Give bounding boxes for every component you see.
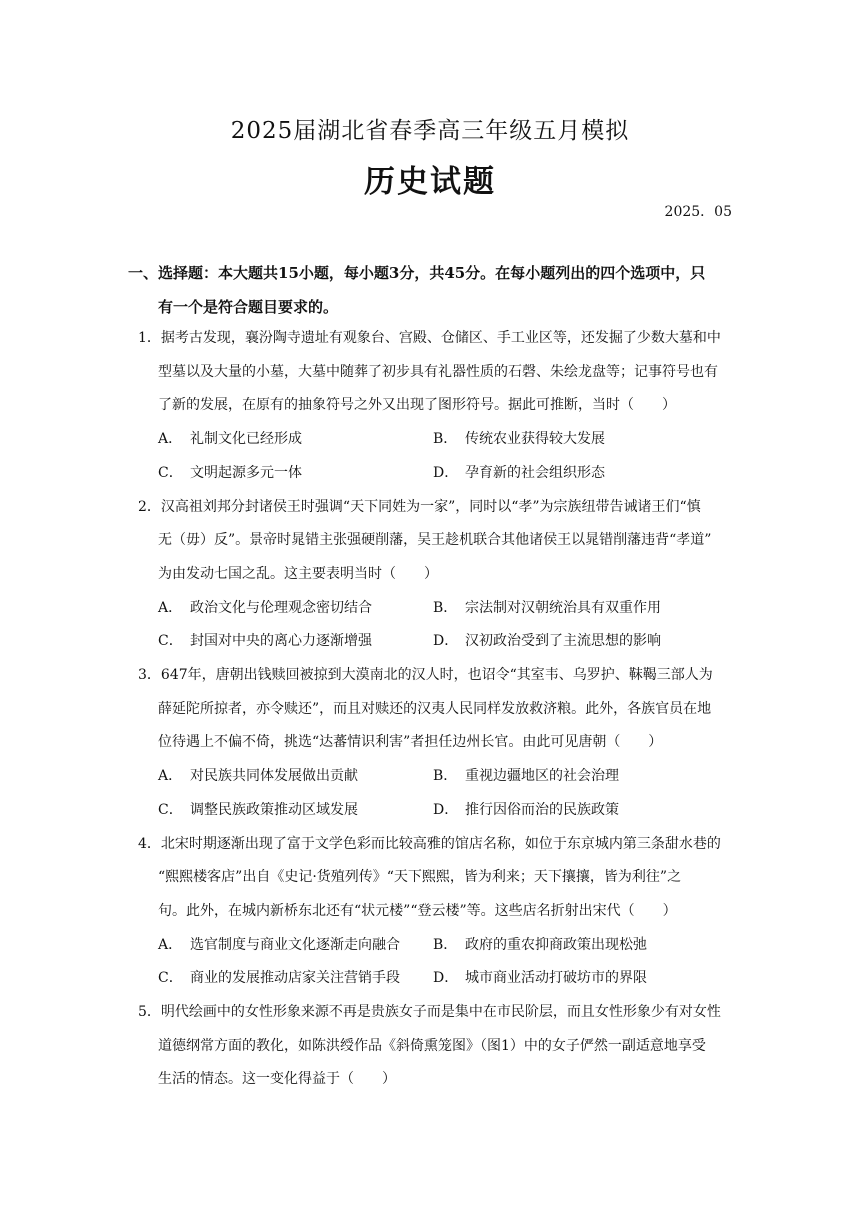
question-list	[138, 322, 738, 1097]
question-stem-line: 生活的情态。这一变化得益于（ ）	[158, 1071, 396, 1088]
option-label: C．	[158, 801, 183, 818]
option-text: 调整民族政策推动区域发展	[190, 801, 358, 818]
question-stem-line: 1．据考古发现，襄汾陶寺遗址有观象台、宫殿、仓储区、手工业区等，还发掘了少数大墓和中	[138, 330, 721, 346]
section-heading	[128, 256, 738, 324]
option-group	[138, 423, 738, 490]
answer-option	[433, 929, 708, 963]
option-group	[138, 592, 738, 659]
section-heading-line2: 有一个是符合题目要求的。	[158, 298, 339, 316]
question-stem-line: 薛延陀所掠者，亦令赎还”，而且对赎还的汉夷人民同样发放救济粮。此外，各族官员在地	[158, 700, 712, 717]
answer-option	[158, 592, 433, 626]
option-text: 政治文化与伦理观念密切结合	[190, 599, 372, 616]
option-text: 推行因俗而治的民族政策	[465, 801, 619, 818]
question	[138, 491, 738, 660]
answer-option	[158, 962, 433, 996]
option-group	[138, 929, 738, 996]
option-label: D．	[433, 970, 459, 987]
option-text: 文明起源多元一体	[190, 464, 302, 481]
option-label: B．	[433, 599, 458, 616]
option-text: 选官制度与商业文化逐渐走向融合	[190, 936, 400, 953]
question	[138, 828, 738, 997]
answer-option	[433, 592, 708, 626]
subject-title: 历史试题	[364, 164, 496, 200]
answer-option	[433, 760, 708, 794]
option-label: D．	[433, 633, 459, 650]
answer-option	[433, 794, 708, 828]
option-text: 礼制文化已经形成	[190, 431, 302, 448]
answer-option	[433, 962, 708, 996]
question-stem-line: 2．汉高祖刘邦分封诸侯王时强调“天下同姓为一家”，同时以“孝”为宗族纽带告诫诸王们“慎	[138, 498, 701, 515]
option-text: 重视边疆地区的社会治理	[465, 768, 619, 785]
question-stem-line: 5．明代绘画中的女性形象来源不再是贵族女子而是集中在市民阶层，而且女性形象少有对女性	[138, 1004, 721, 1021]
option-text: 孕育新的社会组织形态	[465, 464, 605, 481]
question-stem-line: 4．北宋时期逐渐出现了富于文学色彩而比较高雅的馆店名称，如位于东京城内第三条甜水巷的	[138, 835, 721, 852]
option-label: C．	[158, 633, 183, 650]
option-label: A．	[158, 599, 183, 616]
option-label: D．	[433, 464, 459, 481]
option-label: D．	[433, 801, 459, 818]
option-text: 城市商业活动打破坊市的界限	[465, 970, 647, 987]
option-label: A．	[158, 768, 183, 785]
exam-title: 2025届湖北省春季高三年级五月模拟	[230, 118, 630, 144]
option-text: 宗法制对汉朝统治具有双重作用	[465, 599, 661, 616]
question	[138, 659, 738, 828]
option-text: 政府的重农抑商政策出现松弛	[465, 936, 647, 953]
answer-option	[158, 760, 433, 794]
question-stem-line: 无（毋）反”。景帝时晁错主张强硬削藩，吴王趁机联合其他诸侯王以晁错削藩违背“孝道”	[158, 532, 712, 549]
question-stem-line: “熙熙楼客店”出自《史记·货殖列传》“天下熙熙，皆为利来；天下攘攘，皆为利往”之	[158, 869, 682, 886]
answer-option	[158, 794, 433, 828]
option-text: 商业的发展推动店家关注营销手段	[190, 970, 400, 987]
answer-option	[433, 423, 708, 457]
option-label: A．	[158, 431, 183, 448]
question-stem-line: 为由发动七国之乱。这主要表明当时（ ）	[158, 565, 438, 582]
question-stem-line: 位待遇上不偏不倚，挑选“达蕃情识利害”者担任边州长官。由此可见唐朝（ ）	[158, 734, 663, 751]
answer-option	[433, 625, 708, 659]
answer-option	[433, 457, 708, 491]
option-text: 封国对中央的离心力逐渐增强	[190, 633, 372, 650]
option-text: 对民族共同体发展做出贡献	[190, 768, 358, 785]
option-text: 传统农业获得较大发展	[465, 431, 605, 448]
option-label: B．	[433, 768, 458, 785]
question	[138, 996, 738, 1097]
question-stem-line: 道德纲常方面的教化，如陈洪绶作品《斜倚熏笼图》（图1）中的女子俨然一副适意地享受	[158, 1037, 706, 1054]
option-label: B．	[433, 936, 458, 953]
question-stem-line: 句。此外，在城内新桥东北还有“状元楼”“登云楼”等。这些店名折射出宋代（ ）	[158, 902, 677, 919]
option-group	[138, 760, 738, 827]
option-label: C．	[158, 464, 183, 481]
option-label: C．	[158, 970, 183, 987]
answer-option	[158, 929, 433, 963]
question	[138, 322, 738, 491]
answer-option	[158, 457, 433, 491]
question-stem-line: 3．647年，唐朝出钱赎回被掠到大漠南北的汉人时，也诏令“其室韦、乌罗护、靺鞨三部人为	[138, 667, 713, 684]
option-text: 汉初政治受到了主流思想的影响	[465, 633, 661, 650]
option-label: A．	[158, 936, 183, 953]
answer-option	[158, 423, 433, 457]
answer-option	[158, 625, 433, 659]
section-heading-line1: 一、选择题：本大题共15小题，每小题3分，共45分。在每小题列出的四个选项中，只	[128, 264, 706, 282]
option-label: B．	[433, 431, 458, 448]
question-stem-line: 型墓以及大量的小墓，大墓中随葬了初步具有礼器性质的石磬、朱绘龙盘等；记事符号也有	[158, 363, 718, 380]
question-stem-line: 了新的发展，在原有的抽象符号之外又出现了图形符号。据此可推断，当时（ ）	[158, 397, 676, 414]
exam-date: 2025．05	[664, 204, 732, 220]
